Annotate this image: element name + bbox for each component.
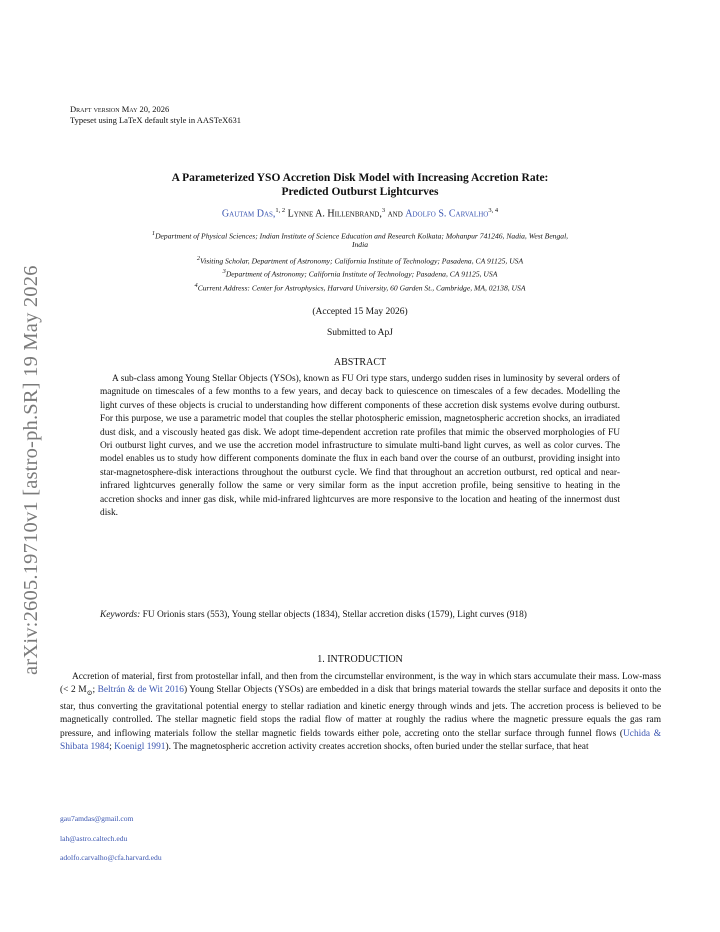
title-line-2: Predicted Outburst Lightcurves: [281, 186, 439, 198]
intro-text-5: ). The magnetospheric accretion activity creates accretion shocks, often buried under the stellar surface, that heat: [165, 741, 589, 752]
abstract-heading: ABSTRACT: [333, 357, 387, 368]
affiliation-1-cont: India: [351, 240, 369, 249]
solar-mass-symbol: ⊙: [86, 689, 93, 698]
draft-version: Draft version May 20, 2026: [70, 104, 170, 114]
affiliation-2: [60, 253, 660, 267]
author-gautam-das[interactable]: Gautam Das,: [221, 208, 276, 220]
email-link-das[interactable]: gau7amdas@gmail.com: [60, 814, 134, 823]
affiliation-3-text: Department of Astronomy; California Institute of Technology; Pasadena, CA 91125, USA: [225, 269, 498, 279]
intro-text-4: ;: [109, 741, 115, 752]
citation-koenigl[interactable]: Koenigl 1991: [114, 741, 166, 752]
author-2-affil: 3: [381, 207, 386, 214]
author-conjunction: and: [387, 208, 403, 220]
accepted-date: (Accepted 15 May 2026): [312, 307, 408, 317]
affiliation-1-marker: 1: [151, 230, 156, 237]
affiliation-1-text: Department of Physical Sciences; Indian Institute of Science Education and Research Kolkata; Mohanpur 741246, Nadia, West Bengal,: [155, 231, 569, 241]
abstract-body: A sub-class among Young Stellar Objects (YSOs), known as FU Ori type stars, undergo sudden rises in luminosity by several orders of magnitude on timescales of a few months to a few years, and decay back to quiescence on timescales of a few decades. Modelling the light curves of these objects is crucial to understanding how different components of these accretion disk systems evolve during outburst. For this purpose, we use a parametric model that couples the stellar photospheric emission, magnetospheric accretion shocks, an irradiated dust disk, and a viscously heated gas disk. We adopt time-dependent accretion rate profiles that mimic the observed morphologies of FU Ori outburst light curves, and we use the accretion model infrastructure to simulate multi-band light curves, as well as color curves. The model enables us to study how different components dominate the flux in each band over the course of an outburst, providing insight into star-magnetosphere-disk interactions throughout the outburst cycle. We find that throughout an accretion outburst, red optical and near-infrared lightcurves generally follow the same or very similar form as the input accretion profile, being sensitive to heating in the accretion shocks and inner gas disk, while mid-infrared lightcurves are more responsive to the location and heating of the innermost dust disk.: [100, 374, 620, 519]
email-link-carvalho[interactable]: adolfo.carvalho@cfa.harvard.edu: [60, 853, 162, 862]
intro-text-2: ;: [92, 685, 98, 696]
keywords-label: Keywords:: [100, 610, 141, 620]
citation-uchida-shibata[interactable]: Uchida & Shibata 1984: [60, 728, 661, 752]
intro-text-3: ) Young Stellar Objects (YSOs) are embedded in a disk that brings material towards the stellar surface and deposits it onto the star, thus converting the gravitational potential energy to stellar radiation and kinetic energy through winds and jets. The accretion process is believed to be magnetically controlled. The stellar magnetic field stops the radial flow of matter at roughly the radius where the magnetic pressure equals the gas ram pressure, and inflowing materials follow the stellar magnetic fields towards either pole, accreting onto the stellar surface through funnel flows (: [60, 685, 662, 739]
typeset-note: Typeset using LaTeX default style in AASTeX631: [70, 115, 242, 125]
arxiv-identifier: arXiv:2605.19710v1 [astro-ph.SR] 19 May 2026: [20, 265, 42, 675]
introduction-paragraph: [60, 671, 661, 754]
paper-title: [60, 171, 660, 199]
author-1-affil: 1, 2: [275, 207, 286, 214]
section-heading-introduction: 1. INTRODUCTION: [317, 654, 403, 665]
keywords-text: FU Orionis stars (553), Young stellar objects (1834), Stellar accretion disks (1579), Light curves (918): [142, 610, 527, 620]
author-3-affil: 3, 4: [488, 207, 499, 214]
affiliation-3-marker: 3: [222, 268, 226, 275]
affiliation-4-text: Current Address: Center for Astrophysics, Harvard University, 60 Garden St., Cambridge, MA, 02138, USA: [197, 283, 526, 293]
title-line-1: A Parameterized YSO Accretion Disk Model with Increasing Accretion Rate:: [171, 172, 549, 184]
intro-text-1: Accretion of material, first from protostellar infall, and then from the circumstellar environment, is the way in which stars accumulate their mass. Low-mass (< 2 M: [60, 672, 661, 696]
keywords: [100, 609, 677, 622]
email-link-hillenbrand[interactable]: lah@astro.caltech.edu: [60, 834, 128, 843]
affiliation-4: [60, 280, 660, 294]
affiliation-4-marker: 4: [194, 282, 198, 289]
author-adolfo-carvalho[interactable]: Adolfo S. Carvalho: [405, 208, 489, 220]
affiliation-3: [60, 266, 660, 280]
author-list: [60, 207, 660, 219]
submitted-journal: Submitted to ApJ: [327, 328, 393, 338]
affiliation-2-text: Visiting Scholar, Department of Astronomy; California Institute of Technology; Pasadena, CA 91125, USA: [200, 256, 524, 266]
author-lynne-hillenbrand: Lynne A. Hillenbrand,: [287, 208, 382, 220]
citation-beltran-dewit[interactable]: Beltrán & de Wit 2016: [97, 685, 184, 696]
affiliation-2-marker: 2: [196, 255, 201, 262]
draft-header: [70, 104, 241, 126]
